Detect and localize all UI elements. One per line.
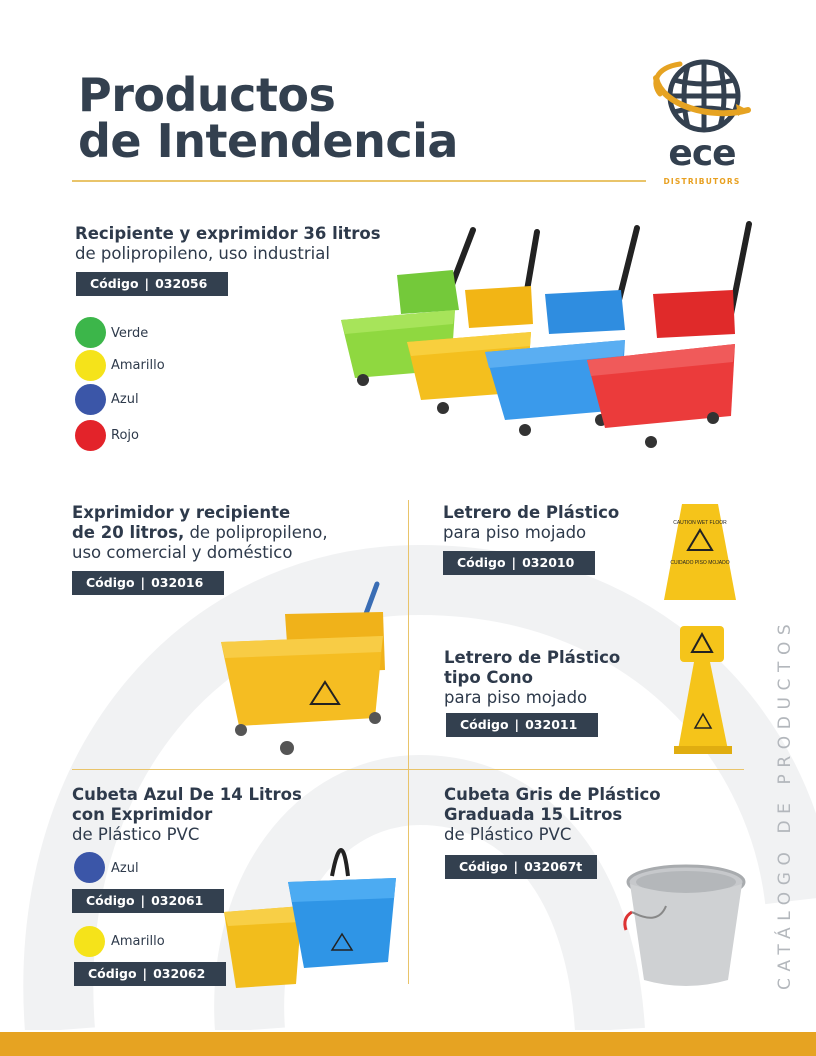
- product-5-blue-code: 032061: [151, 893, 204, 908]
- yellow-mop-bucket-image: [215, 580, 390, 760]
- code-separator: |: [140, 575, 146, 590]
- globe-icon: [652, 58, 752, 138]
- product-5-yellow-code-badge: [74, 962, 226, 986]
- product-6-code: 032067t: [524, 859, 583, 874]
- color-swatch-green: [75, 317, 106, 348]
- cone-wet-floor-sign-image: [670, 622, 740, 758]
- product-2-material: de polipropileno,: [184, 523, 328, 542]
- variant-label-yellow: Amarillo: [111, 934, 165, 949]
- product-4-code: 032011: [525, 717, 578, 732]
- logo-tagline: DISTRIBUTORS: [663, 177, 741, 186]
- color-swatch-red: [75, 420, 106, 451]
- product-2-code-badge: [72, 571, 224, 595]
- product-5-yellow-code: 032062: [153, 966, 206, 981]
- product-3-description: para piso mojado: [443, 523, 587, 542]
- code-label: Código: [86, 575, 135, 590]
- footer-bar: [0, 1032, 816, 1056]
- product-4-code-badge: [446, 713, 598, 737]
- product-3-title: [443, 503, 619, 543]
- code-label: Código: [88, 966, 137, 981]
- color-swatch-blue: [75, 384, 106, 415]
- code-separator: |: [513, 859, 519, 874]
- code-separator: |: [514, 717, 520, 732]
- code-separator: |: [511, 555, 517, 570]
- variant-label-blue: Azul: [111, 861, 139, 876]
- horizontal-divider: [72, 769, 744, 770]
- product-4-description: para piso mojado: [444, 688, 588, 707]
- product-4-title: [444, 648, 620, 708]
- product-4-name-line-2: tipo Cono: [444, 668, 533, 687]
- product-2-name-line-1: Exprimidor y recipiente: [72, 503, 291, 522]
- sign-cuidado-text: CUIDADO PISO MOJADO: [670, 560, 730, 566]
- code-label: Código: [90, 276, 139, 291]
- product-5-name-line-1: Cubeta Azul De 14 Litros: [72, 785, 302, 804]
- mop-bucket-set-image: [335, 220, 755, 460]
- logo-wordmark: ece: [668, 133, 736, 174]
- product-1-name: Recipiente y exprimidor 36 litros: [75, 224, 381, 243]
- page-title-line-2: de Intendencia: [78, 114, 458, 168]
- product-4-name-line-1: Letrero de Plástico: [444, 648, 621, 667]
- code-label: Código: [457, 555, 506, 570]
- bucket-with-wringer-image: [220, 830, 400, 990]
- code-label: Código: [86, 893, 135, 908]
- color-swatch-blue: [74, 852, 105, 883]
- gray-bucket-image: [618, 862, 753, 992]
- page-title: [78, 68, 458, 168]
- code-separator: |: [144, 276, 150, 291]
- product-5-description: de Plástico PVC: [72, 825, 200, 844]
- product-1-code: 032056: [155, 276, 208, 291]
- color-label-blue: Azul: [111, 392, 139, 407]
- product-6-name-line-2: Graduada 15 Litros: [444, 805, 623, 824]
- color-label-red: Rojo: [111, 428, 139, 443]
- product-2-code: 032016: [151, 575, 204, 590]
- product-3-name: Letrero de Plástico: [443, 503, 620, 522]
- catalog-sidebar-text: CATÁLOGO DE PRODUCTOS: [775, 617, 795, 990]
- product-3-code-badge: [443, 551, 595, 575]
- product-2-description: uso comercial y doméstico: [72, 543, 293, 562]
- product-6-title: [444, 785, 661, 845]
- sign-caution-text: CAUTION WET FLOOR: [673, 520, 727, 526]
- product-1-code-badge: [76, 272, 228, 296]
- product-3-code: 032010: [522, 555, 575, 570]
- product-6-code-badge: [445, 855, 597, 879]
- product-5-name-line-2: con Exprimidor: [72, 805, 213, 824]
- code-label: Código: [460, 717, 509, 732]
- title-divider: [72, 180, 646, 182]
- page-title-line-1: Productos: [78, 68, 336, 122]
- code-label: Código: [459, 859, 508, 874]
- ece-logo: [652, 58, 752, 190]
- code-separator: |: [140, 893, 146, 908]
- color-label-yellow: Amarillo: [111, 358, 165, 373]
- product-2-title: [72, 503, 328, 563]
- color-swatch-yellow: [74, 926, 105, 957]
- color-label-green: Verde: [111, 326, 149, 341]
- wet-floor-sign-image: [660, 500, 740, 604]
- color-swatch-yellow: [75, 350, 106, 381]
- vertical-divider: [408, 500, 409, 984]
- product-6-name-line-1: Cubeta Gris de Plástico: [444, 785, 661, 804]
- product-5-blue-code-badge: [72, 889, 224, 913]
- code-separator: |: [142, 966, 148, 981]
- product-2-name-line-2: de 20 litros,: [72, 523, 185, 542]
- product-6-description: de Plástico PVC: [444, 825, 572, 844]
- product-1-description: de polipropileno, uso industrial: [75, 244, 330, 263]
